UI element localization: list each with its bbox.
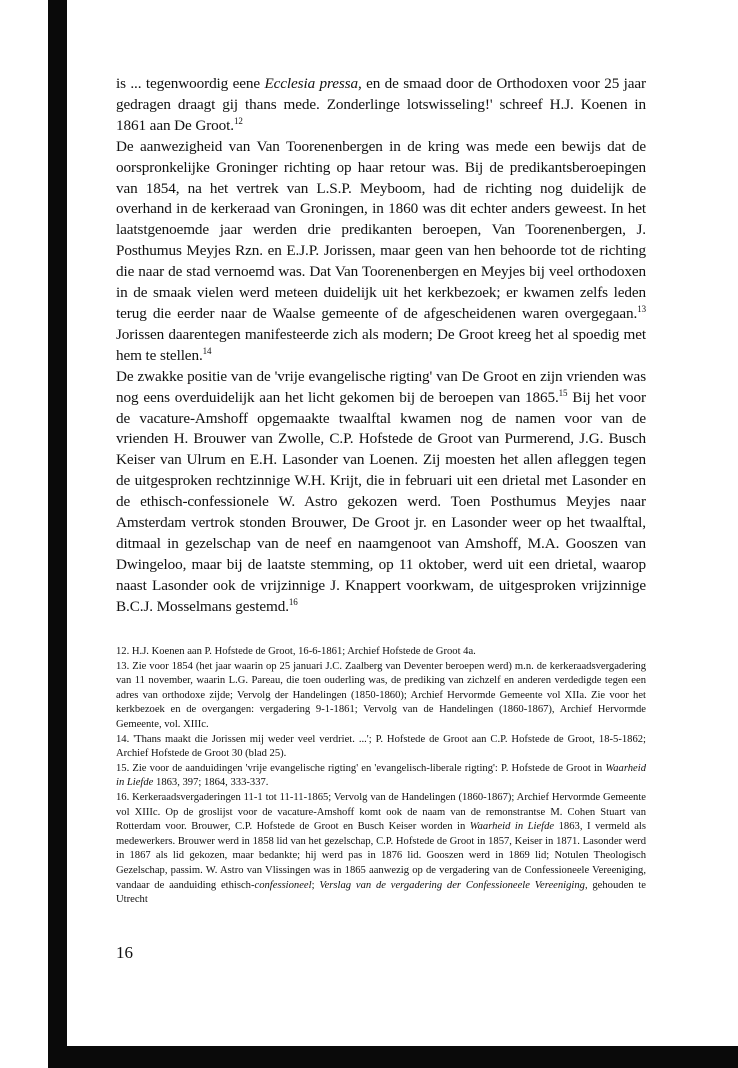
footnote-ref-16[interactable]: 16 [288,596,298,607]
footnote-ref-12[interactable]: 12 [233,115,243,126]
footnote-ref-15[interactable]: 15 [558,387,568,398]
scan-border-bottom [48,1046,738,1068]
footnote-15: 15. Zie voor de aanduidingen 'vrije evangelische rigting' en 'evangelisch-liberale rigting': P. Hofstede de Groot in Waarheid in Liefde 1863, 397; 1864, 333-337. [116,762,646,789]
emphasis: Ecclesia pressa [264,75,358,92]
footnote-12: 12. H.J. Koenen aan P. Hofstede de Groot, 16-6-1861; Archief Hofstede de Groot 4a. [116,646,476,657]
paragraph-3: De zwakke positie van de 'vrije evangelische rigting' van De Groot en zijn vrienden was nog eens overduidelijk aan het licht gekomen bij de beroepen van 1865.15 Bij het voor de vacature-Amshoff opgemaakte twaalftal kwamen nog de namen voor van de vrienden H. Brouwer van Zwolle, C.P. Hofstede de Groot van Purmerend, J.G. Busch Keiser van Ulrum en E.H. Lasonder van Loenen. Zij moesten het allen afleggen tegen de uitgesproken rechtzinnige W.H. Krijt, die in februari uit een drietal met Lasonder en de ethisch-confessionele W. Astro gekozen werd. Toen Posthumus Meyjes naar Amsterdam vertrok stonden Brouwer, De Groot jr. en Lasonder weer op het twaalftal, ditmaal in gezelschap van de neef en naamgenoot van Amshoff, M.A. Gooszen van Dwingeloo, maar bij de laatste stemming, op 11 oktober, werd uit een drietal, waarop naast Lasonder ook de vrijzinnige J. Knappert voorkwam, de uitgesproken vrijzinnige B.C.J. Mosselmans gestemd.$^{16}$ [116,367,646,615]
paragraph-2: De aanwezigheid van Van Toorenenbergen in de kring was mede een bewijs dat de oorspronkelijke Groninger richting op haar retour was. Bij de predikantsberoepingen van 1854, na het vertrek van L.S.P. Meyboom, had de richting nog duidelijk de overhand in de kerkeraad van Groningen, in 1860 was dit echter anders geweest. In het laatstgenoemde jaar werden drie predikanten beroepen, Van Toorenenbergen, J. Posthumus Meyjes Rzn. en E.J.P. Jorissen, maar geen van hen behoorde tot de richting die naar de stad vernoemd was. Dat Van Toorenenbergen en Meyjes bij veel orthodoxen in de smaak vielen werd meteen duidelijk uit het kerkbezoek; er kwamen zelfs leden terug die eerder naar de Waalse gemeente of de afgescheidenen waren overgegaan.$^{13}$ Jorissen daarentegen manifesteerde zich als modern; De Groot kreeg het al spoedig met hem te stellen.$^{14}$ [116,137,646,364]
page-number: 16 [116,943,133,962]
footnote-16: 16. Kerkeraadsvergaderingen 11-1 tot 11-11-1865; Vervolg van de Handelingen (1860-1867); Archief Hervormde Gemeente vol XIIIc. Op de groslijst voor de vacature-Amshoff komt ook de naam van de remonstrantse M. Cohen Stuart van Rotterdam voor. Brouwer, C.P. Hofstede de Groot en Busch Keiser worden in Waarheid in Liefde 1863, I vermeld als medewerkers. Brouwer werd in 1858 lid van het gezelschap, C.P. Hofstede de Groot in 1857, Keiser in 1871. Lasonder werd in 1867 als lid gekozen, maar bedankte; hij werd pas in 1876 lid. Gooszen werd in 1869 lid; Notulen Theologisch Gezelschap, passim. W. Astro van Vlissingen was in 1865 aanwezig op de vergadering van de Confessioneele Vereeniging, vandaar de aanduiding ethisch-confessioneel; Verslag van de vergadering der Confessioneele Vereeniging, gehouden te Utrecht [116,791,647,906]
footnotes [116,645,646,908]
scan-border-left [48,0,67,1068]
paragraph-1: is ... tegenwoordig eene Ecclesia pressa, en de smaad door de Orthodoxen voor 25 jaar gedragen draagt gij thans mede. Zonderlinge lotswisseling!' schreef H.J. Koenen in 1861 aan De Groot.$^{12}$ [116,75,646,134]
footnote-13: 13. Zie voor 1854 (het jaar waarin op 25 januari J.C. Zaalberg van Deventer beroepen werd) m.n. de kerkeraadsvergadering van 11 november, waarin L.G. Pareau, die toen ouderling was, de prediking van zichzelf en anderen verdedigde tegen een adres van orthodoxe zijde; Vervolg der Handelingen (1850-1860); Archief Hervormde Gemeente vol XIIa. Zie voor het kerkbezoek en de overgangen: vergadering 9-1-1861; Vervolg van de Handelingen (1860-1867), Archief Hervormde Gemeente, vol. XIIIc. [116,660,646,730]
footnote-ref-13[interactable]: 13 [637,303,646,314]
footnote-ref-14[interactable]: 14 [202,345,212,356]
main-text [116,74,646,618]
footnote-14: 14. 'Thans maakt die Jorissen mij weder veel verdriet. ...'; P. Hofstede de Groot aan C.P. Hofstede de Groot, 18-5-1862; Archief Hofstede de Groot 30 (blad 25). [116,733,646,760]
